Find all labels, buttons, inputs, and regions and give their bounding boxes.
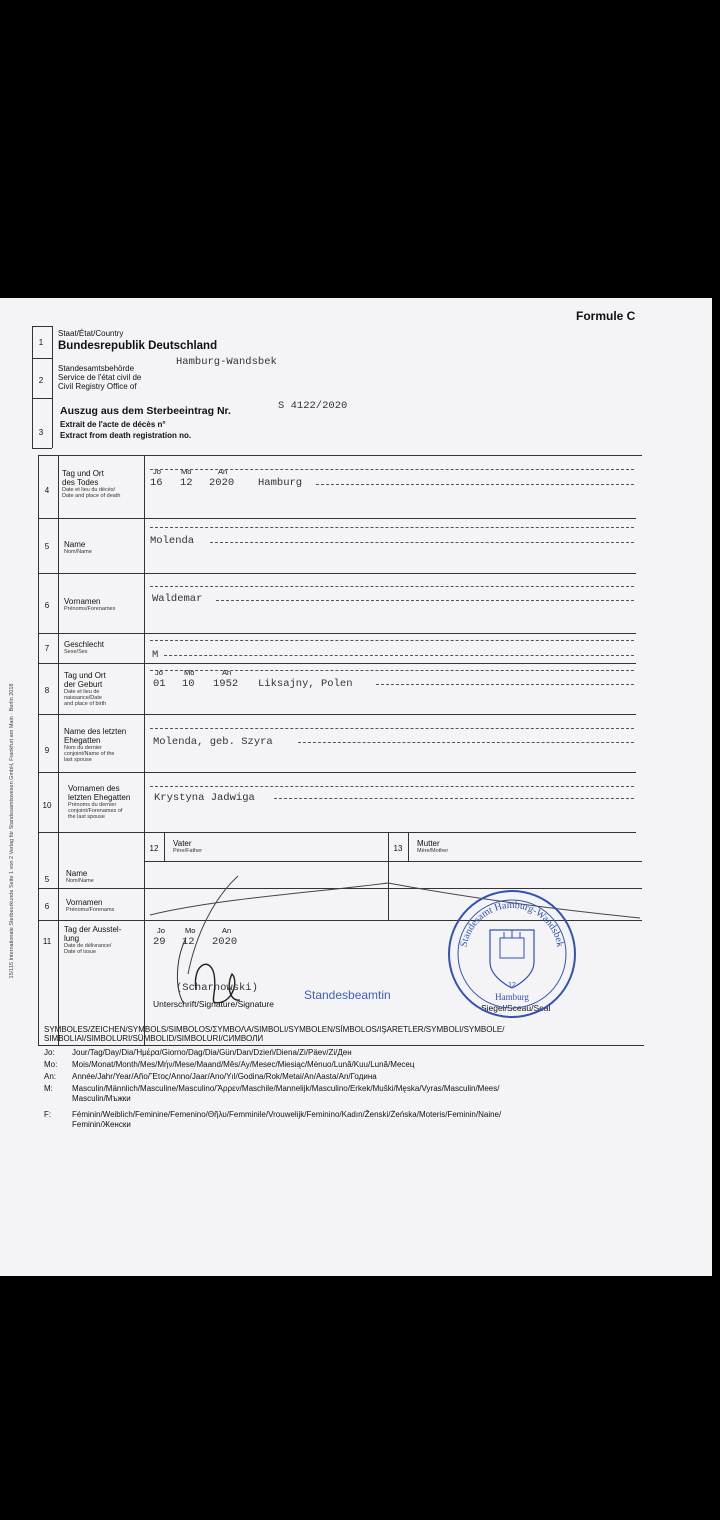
death-day: 16 [150, 477, 163, 489]
symbols-header: SYMBOLES/ZEICHEN/SYMBOLS/SIMBOLOS/ΣΥΜΒΟΛΑ/SIMBOLI/SYMBOLEN/SÍMBOLOS/IŞARETLER/SYMBOLI/SYMBOLE/ [44, 1025, 505, 1034]
svg-text:Standesamt Hamburg-Wandsbek [459, 900, 566, 948]
signature-caption: Unterschrift/Signature/Signature [153, 999, 274, 1009]
death-date-place-label: Tag und Ort des Todes Date et lieu du décès/ Date and place of death [62, 469, 121, 499]
row1-number: 1 [38, 338, 44, 347]
symbol-key-f: F: [44, 1110, 52, 1119]
symbols-header-2: SIMBOLIAI/SIMBOLURI/SÜMBOLID/SIMBOLURI/СИМВОЛИ [44, 1034, 264, 1043]
spouse-forenames-label: Vornamen des letzten Ehegatten Prénoms du dernier conjoint/Forenames of the last spouse [68, 784, 131, 820]
seal-text-bottom: Hamburg [495, 992, 529, 1002]
row11-number: 11 [42, 937, 52, 946]
birth-an-header: An [222, 668, 232, 677]
sex-value: M [152, 649, 159, 661]
parent-name-label: Name Nom/Name [66, 869, 94, 884]
side-note: 15/115 Internationale Sterbeurkunde Seite 1 von 2 Verlag für Standesamtswesen GmbH, Frankfurt am Main · Berlin 2018 [9, 683, 15, 979]
issue-month: 12 [182, 936, 195, 948]
row12-number: 12 [149, 844, 159, 853]
country-value: Bundesrepublik Deutschland [58, 340, 218, 352]
symbol-value-an: Année/Jahr/Year/Año/Ἔτος/Anno/Jaar/Ano/Yıl/Godina/Rok/Metai/An/Aasta/An/Година [72, 1072, 377, 1081]
seal-number: 12 [508, 982, 516, 989]
row10-number: 10 [42, 801, 52, 810]
symbol-key-mo: Mo: [44, 1060, 58, 1069]
father-label: Vater Père/Father [173, 839, 203, 854]
symbol-value-mo: Mois/Monat/Month/Mes/Μήν/Mese/Maand/Mês/Ay/Mesec/Miesiąc/Mėnuo/Lună/Kuu/Lună/Месец [72, 1060, 415, 1069]
name-value: Molenda [150, 535, 195, 547]
symbol-key-m: M: [44, 1084, 53, 1093]
forenames-value: Waldemar [152, 593, 203, 605]
spouse-name-value: Molenda, geb. Szyra [153, 736, 273, 748]
symbol-key-an: An: [44, 1072, 57, 1081]
parent-forenames-label: Vornamen Prénoms/Forenams [66, 898, 115, 913]
name-label: Name Nom/Name [64, 540, 92, 555]
extract-title-en: Extract from death registration no. [60, 431, 192, 440]
sex-label: Geschlecht Sexe/Sex [64, 640, 105, 655]
formule-label: Formule C [576, 309, 636, 323]
row13-number: 13 [393, 844, 403, 853]
issue-jo-header: Jo [157, 926, 165, 935]
birth-day: 01 [153, 678, 166, 690]
issue-an-header: An [222, 926, 232, 935]
registrar-stamp: Standesbeamtin [304, 988, 391, 1002]
issue-year: 2020 [212, 936, 238, 948]
spouse-forenames-value: Krystyna Jadwiga [154, 792, 255, 804]
row7-number: 7 [44, 644, 50, 653]
symbol-value-m-2: Masculin/Мъжки [72, 1094, 131, 1103]
birth-month: 10 [182, 678, 195, 690]
birth-date-place-label: Tag und Ort der Geburt Date et lieu de naissance/Date and place of birth [64, 671, 107, 707]
extract-title: Auszug aus dem Sterbeeintrag Nr. [60, 405, 231, 417]
row9-number: 9 [44, 746, 50, 755]
registry-office-value: Hamburg-Wandsbek [176, 356, 277, 368]
issue-day: 29 [153, 936, 166, 948]
row6-number: 6 [44, 601, 50, 610]
row5-number: 5 [44, 542, 50, 551]
row2-number: 2 [38, 376, 44, 385]
forenames-label: Vornamen Prénoms/Forenames [64, 597, 116, 612]
symbol-key-jo: Jo: [44, 1048, 55, 1057]
registration-number: S 4122/2020 [278, 400, 348, 412]
birth-place: Liksajny, Polen [258, 678, 353, 690]
issue-date-label: Tag der Ausstel- lung Date de délivrance/ Date of issue [64, 925, 122, 955]
row3-number: 3 [38, 428, 44, 437]
registry-office-label: Standesamtsbehörde Service de l'état civil de Civil Registry Office of [58, 364, 142, 391]
extract-title-fr: Extrait de l'acte de décès n° [60, 420, 166, 429]
seal-text-top: Standesamt Hamburg-Wandsbek [458, 899, 566, 949]
official-seal [448, 890, 576, 1018]
spouse-name-label: Name des letzten Ehegatten Nom du dernier conjoint/Name of the last spouse [64, 727, 127, 763]
row8-number: 8 [44, 686, 50, 695]
row4-number: 4 [44, 486, 50, 495]
symbol-value-m: Masculin/Männlich/Masculine/Masculino/Ἄρρεν/Maschile/Mannelijk/Masculino/Erkek/Muški/Męska/Vyras/Masculin/Mees/ [72, 1084, 500, 1093]
death-an-header: An [218, 467, 228, 476]
parent-forenames-number: 6 [44, 902, 50, 911]
birth-jo-header: Jo [155, 668, 163, 677]
symbol-value-jo: Jour/Tag/Day/Dia/Ἡμέρα/Giorno/Dag/Dia/Gün/Dan/Dzień/Diena/Zi/Päev/Zi/Ден [72, 1048, 352, 1057]
country-label: Staat/État/Country [58, 329, 124, 338]
death-year: 2020 [209, 477, 235, 489]
symbol-value-f: Féminin/Weiblich/Feminine/Femenino/Θῆλυ/Femminile/Vrouwelijk/Feminino/Kadın/Ženski/Żeńska/Moteris/Feminin/Naine/ [72, 1110, 502, 1119]
issue-mo-header: Mo [185, 926, 196, 935]
symbol-value-f-2: Feminin/Женски [72, 1120, 131, 1129]
death-jo-header: Jo [153, 467, 161, 476]
seal-caption: Siegel/Sceau/Seal [481, 1003, 551, 1013]
death-mo-header: Mo [181, 467, 192, 476]
signer-name: (Scharnowski) [176, 982, 258, 994]
parent-name-number: 5 [44, 875, 50, 884]
certificate-page [0, 298, 712, 1276]
birth-mo-header: Mo [184, 668, 195, 677]
death-place: Hamburg [258, 477, 303, 489]
death-month: 12 [180, 477, 193, 489]
mother-label: Mutter Mère/Mother [417, 839, 449, 854]
birth-year: 1952 [213, 678, 239, 690]
